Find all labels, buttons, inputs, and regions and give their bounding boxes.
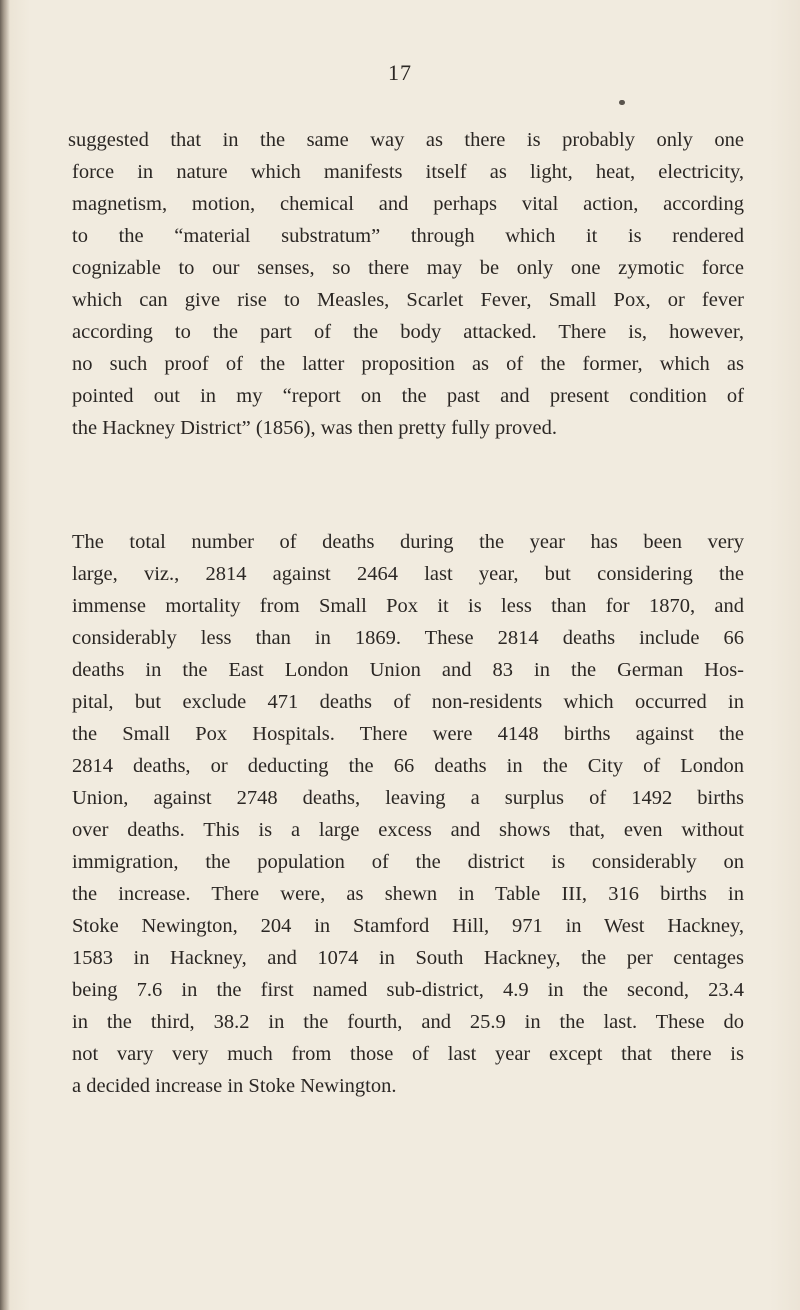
text-line: pital, but exclude 471 deaths of non-residents which occurred in bbox=[72, 691, 744, 713]
text-line: the Hackney District” (1856), was then pretty fully proved. bbox=[72, 417, 558, 439]
text-line: immense mortality from Small Pox it is less than for 1870, and bbox=[72, 595, 744, 617]
text-line: 2814 deaths, or deducting the 66 deaths in the City of London bbox=[72, 755, 744, 777]
text-line: magnetism, motion, chemical and perhaps vital action, according bbox=[72, 193, 744, 215]
paragraph-total-deaths bbox=[72, 526, 744, 1102]
text-line: in the third, 38.2 in the fourth, and 25.9 in the last. These do bbox=[72, 1011, 744, 1033]
text-line: being 7.6 in the first named sub-district, 4.9 in the second, 23.4 bbox=[72, 979, 744, 1001]
binding-edge bbox=[0, 0, 10, 1310]
text-line: pointed out in my “report on the past and present condition of bbox=[72, 385, 744, 407]
ink-mark bbox=[619, 100, 625, 105]
text-line: Union, against 2748 deaths, leaving a surplus of 1492 births bbox=[72, 787, 744, 809]
text-line: force in nature which manifests itself as light, heat, electricity, bbox=[72, 161, 744, 183]
text-line: deaths in the East London Union and 83 in the German Hos- bbox=[72, 659, 744, 681]
text-line: cognizable to our senses, so there may be only one zymotic force bbox=[72, 257, 744, 279]
page-number: 17 bbox=[388, 60, 412, 85]
text-line: which can give rise to Measles, Scarlet Fever, Small Pox, or fever bbox=[72, 289, 744, 311]
text-line: immigration, the population of the district is considerably on bbox=[72, 851, 744, 873]
text-line: 1583 in Hackney, and 1074 in South Hackney, the per centages bbox=[72, 947, 744, 969]
text-line: according to the part of the body attacked. There is, however, bbox=[72, 321, 744, 343]
text-line: The total number of deaths during the year has been very bbox=[72, 531, 744, 553]
text-line: Stoke Newington, 204 in Stamford Hill, 971 in West Hackney, bbox=[72, 915, 744, 937]
text-line: the Small Pox Hospitals. There were 4148 births against the bbox=[72, 723, 744, 745]
text-line: considerably less than in 1869. These 2814 deaths include 66 bbox=[72, 627, 744, 649]
text-line: not vary very much from those of last year except that there is bbox=[72, 1043, 744, 1065]
text-line: to the “material substratum” through which it is rendered bbox=[72, 225, 744, 247]
text-line: large, viz., 2814 against 2464 last year, but considering the bbox=[72, 563, 744, 585]
text-line: suggested that in the same way as there is probably only one bbox=[68, 129, 744, 151]
text-line: over deaths. This is a large excess and shows that, even without bbox=[72, 819, 744, 841]
text-line: the increase. There were, as shewn in Table III, 316 births in bbox=[72, 883, 744, 905]
text-line: no such proof of the latter proposition as of the former, which as bbox=[72, 353, 744, 375]
text-line: a decided increase in Stoke Newington. bbox=[72, 1075, 397, 1097]
paragraph-zymotic-force bbox=[68, 124, 744, 444]
